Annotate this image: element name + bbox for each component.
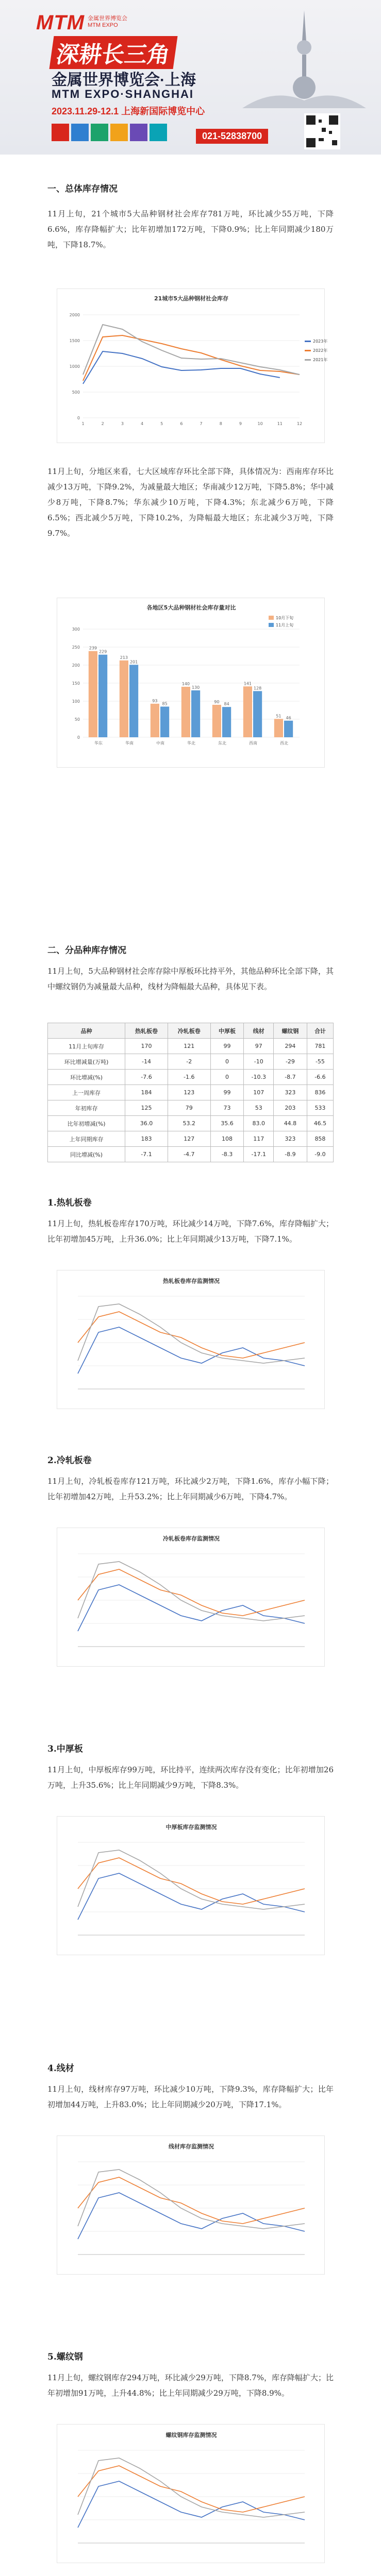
x-tick-label: 7: [200, 421, 203, 426]
x-tick-label: 9: [239, 421, 242, 426]
table-row: [48, 1070, 334, 1085]
table-row: [48, 1131, 334, 1147]
x-tick-label: 11: [277, 421, 283, 426]
table-cell: -10.3: [244, 1070, 274, 1085]
table-cell: 年初库存: [48, 1100, 125, 1116]
table-cell: 107: [244, 1085, 274, 1100]
x-tick-label: 4: [140, 421, 144, 426]
trend-line-2: [78, 2170, 305, 2229]
x-tick-label: 8: [219, 421, 222, 426]
legend-label: 2023年: [313, 339, 328, 344]
table-row: [48, 1054, 334, 1070]
y-tick-label: 200: [72, 663, 80, 668]
bar-value-label: 130: [191, 685, 200, 690]
x-tick-label: 2: [101, 421, 104, 426]
chart-title: 中厚板库存监测情况: [165, 1824, 217, 1831]
table-cell: 同比增减(%): [48, 1147, 125, 1162]
y-tick-label: 0: [77, 735, 80, 740]
bar-value-label: 239: [89, 646, 97, 651]
table-cell: 127: [168, 1131, 210, 1147]
bar-value-label: 90: [214, 700, 220, 704]
table-cell: 533: [307, 1100, 333, 1116]
table-cell: 184: [125, 1085, 168, 1100]
bar-value-label: 84: [224, 702, 229, 707]
banner-phone: 021-52838700: [196, 129, 268, 144]
legend-swatch: [305, 341, 311, 342]
table-cell: 上年同期库存: [48, 1131, 125, 1147]
table-cell: 117: [244, 1131, 274, 1147]
table-cell: 323: [274, 1085, 307, 1100]
rebar-line-chart: [57, 2425, 325, 2564]
x-tick-label: 华北: [187, 741, 195, 745]
chart-wire-rod: [57, 2136, 325, 2275]
table-cell: -8.7: [274, 1070, 307, 1085]
table-cell: 99: [210, 1085, 244, 1100]
table-cell: 99: [210, 1039, 244, 1054]
wire-rod-text: 11月上旬，线材库存97万吨，环比减少10万吨，下降9.3%，库存降幅扩大；比年初增加44万吨，上升83.0%；比上年同期减少20万吨，下降17.1%。: [47, 2084, 334, 2109]
chart-title: 21城市5大品种钢材社会库存: [154, 295, 228, 302]
heading-plate: 3.中厚板: [47, 1744, 83, 1754]
table-cell: 170: [125, 1039, 168, 1054]
bar: [253, 691, 262, 737]
hot-rolled-line-chart: [57, 1270, 325, 1410]
bar: [222, 707, 231, 737]
chart-total-inventory: [57, 289, 328, 443]
table-cell: 323: [274, 1131, 307, 1147]
table-header-cell: 品种: [48, 1023, 125, 1039]
table-cell: -29: [274, 1054, 307, 1070]
bar: [98, 655, 107, 737]
chart-regional: [57, 598, 325, 768]
trend-line-1: [78, 2466, 305, 2512]
total-inventory-line-chart: [57, 289, 328, 444]
legend-label: 2021年: [313, 358, 328, 362]
table-cell: 83.0: [244, 1116, 274, 1131]
y-tick-label: 1500: [69, 338, 80, 343]
table-cell: -7.1: [125, 1147, 168, 1162]
trend-line-0: [78, 1327, 305, 1374]
table-cell: -14: [125, 1054, 168, 1070]
y-tick-label: 150: [72, 681, 80, 686]
overall-paragraph: 11月上旬，21个城市5大品种钢材社会库存781万吨，环比减少55万吨，下降6.6%，库存降幅扩大；比年初增加172万吨，下降0.9%；比上年同期减少180万吨，下降18.7%。: [47, 209, 334, 249]
x-tick-label: 6: [180, 421, 183, 426]
bar-value-label: 85: [162, 701, 168, 706]
plate-text: 11月上旬，中厚板库存99万吨，环比持平，连续两次库存没有变化；比年初增加26万吨，上升35.6%；比上年同期减少9万吨，下降8.3%。: [47, 1765, 334, 1790]
qr-code-icon: [304, 113, 340, 149]
trend-line-2: [78, 2458, 305, 2517]
table-cell: 0: [210, 1054, 244, 1070]
chart-title: 热轧板卷库存监测情况: [163, 1278, 220, 1284]
table-cell: 781: [307, 1039, 333, 1054]
table-row: [48, 1039, 334, 1054]
table-header-cell: 冷轧板卷: [168, 1023, 210, 1039]
table-cell: 46.5: [307, 1116, 333, 1131]
y-tick-label: 50: [74, 717, 80, 722]
bar-value-label: 201: [129, 659, 138, 665]
table-row: [48, 1085, 334, 1100]
table-cell: -55: [307, 1054, 333, 1070]
table-row: [48, 1147, 334, 1162]
bar: [191, 690, 200, 737]
bar-value-label: 51: [276, 714, 281, 719]
trend-line-0: [78, 2193, 305, 2239]
series-line-2: [83, 325, 300, 375]
table-cell: 97: [244, 1039, 274, 1054]
trend-line-1: [78, 1569, 305, 1616]
table-cell: -9.0: [307, 1147, 333, 1162]
bar-value-label: 229: [98, 649, 107, 654]
table-cell: 294: [274, 1039, 307, 1054]
table-cell: -8.9: [274, 1147, 307, 1162]
table-cell: 121: [168, 1039, 210, 1054]
table-cell: 44.8: [274, 1116, 307, 1131]
bar-value-label: 93: [152, 698, 158, 703]
bar: [160, 707, 169, 738]
bar: [89, 651, 97, 737]
hot-rolled-text: 11月上旬，热轧板卷库存170万吨，环比减少14万吨，下降7.6%，库存降幅扩大；比年初增加45万吨，上升36.0%；比上年同期减少13万吨，下降7.1%。: [47, 1219, 334, 1244]
legend-swatch: [305, 350, 311, 351]
chart-rebar: [57, 2424, 325, 2563]
inventory-table: [47, 1023, 334, 1162]
table-cell: 53: [244, 1100, 274, 1116]
x-tick-label: 西南: [249, 741, 257, 745]
by-product-paragraph: 11月上旬，5大品种钢材社会库存除中厚板环比持平外，其他品种环比全部下降，其中螺纹钢仍为减量最大品种，线材为降幅最大品种，具体见下表。: [47, 967, 334, 991]
trend-line-2: [78, 1304, 305, 1363]
section-heading-by-product: 二、分品种库存情况: [47, 945, 126, 956]
table-cell: 11月上旬库存: [48, 1039, 125, 1054]
trend-line-0: [78, 1585, 305, 1631]
x-tick-label: 3: [121, 421, 124, 426]
legend-swatch: [269, 616, 274, 620]
banner-tag: 深耕长三角: [49, 36, 178, 69]
wire-rod-line-chart: [57, 2136, 325, 2275]
trend-line-0: [78, 2481, 305, 2528]
table-cell: 183: [125, 1131, 168, 1147]
bar-value-label: 46: [286, 715, 291, 720]
heading-cold-rolled: 2.冷轧板卷: [47, 1455, 92, 1466]
logo-subtitle: 金属世界博览会 MTM EXPO: [88, 15, 127, 28]
cold-rolled-line-chart: [57, 1528, 325, 1667]
table-cell: -7.6: [125, 1070, 168, 1085]
trend-line-1: [78, 2177, 305, 2224]
table-cell: 环比增减(%): [48, 1070, 125, 1085]
table-cell: 环比增减量(万吨): [48, 1054, 125, 1070]
heading-hot-rolled: 1.热轧板卷: [47, 1198, 92, 1208]
table-cell: 858: [307, 1131, 333, 1147]
heading-wire-rod: 4.线材: [47, 2063, 74, 2074]
trend-line-2: [78, 1850, 305, 1909]
bar: [129, 665, 138, 737]
x-tick-label: 东北: [218, 741, 226, 745]
trend-line-2: [78, 1562, 305, 1621]
x-tick-label: 10: [257, 421, 263, 426]
banner-title-cn: 金属世界博览会·上海: [52, 72, 196, 89]
chart-cold-rolled: [57, 1528, 325, 1667]
table-body: [48, 1039, 334, 1162]
y-tick-label: 500: [72, 390, 80, 395]
legend-label: 2022年: [313, 348, 328, 353]
table-cell: -10: [244, 1054, 274, 1070]
legend-swatch: [269, 623, 274, 627]
regional-paragraph: 11月上旬，分地区来看，七大区域库存环比全部下降，具体情况为：西南库存环比减少13万吨，下降9.2%，为减量最大地区；华南减少12万吨，下降5.8%；华中减少8万吨，下降8.7%；华东减少10万吨，下降4.3%；东北减少6万吨，下降6.5%；西北减少5万吨，下降10.2%，为降幅最大地区；东北减少3万吨，下降9.7%。: [47, 467, 334, 538]
regional-bar-chart: [57, 598, 325, 768]
y-tick-label: 0: [77, 416, 80, 420]
table-cell: 123: [168, 1085, 210, 1100]
tower-illustration-icon: [242, 10, 366, 113]
table-cell: 0: [210, 1070, 244, 1085]
table-row: [48, 1100, 334, 1116]
chart-title: 冷轧板卷库存监测情况: [163, 1535, 220, 1542]
y-tick-label: 1000: [69, 364, 80, 369]
bar: [274, 719, 283, 737]
y-tick-label: 2000: [69, 313, 80, 317]
bar: [120, 660, 128, 737]
table-header-cell: 中厚板: [210, 1023, 244, 1039]
chart-title: 螺纹钢库存监测情况: [165, 2432, 217, 2438]
bar: [151, 704, 159, 737]
legend-label: 10月下旬: [276, 616, 294, 620]
table-cell: 108: [210, 1131, 244, 1147]
table-header-cell: 线材: [244, 1023, 274, 1039]
y-tick-label: 250: [72, 645, 80, 650]
bar: [212, 705, 221, 737]
legend-swatch: [305, 359, 311, 361]
chart-title: 各地区5大品种钢材社会库存量对比: [146, 604, 236, 611]
bar: [284, 721, 293, 737]
heading-rebar: 5.螺纹钢: [47, 2352, 83, 2362]
table-header-cell: 合计: [307, 1023, 333, 1039]
table-cell: 73: [210, 1100, 244, 1116]
plate-line-chart: [57, 1817, 325, 1956]
x-tick-label: 华南: [125, 741, 134, 745]
table-cell: -6.6: [307, 1070, 333, 1085]
table-header-row: [48, 1023, 334, 1039]
table-header-cell: 螺纹钢: [274, 1023, 307, 1039]
table-cell: 79: [168, 1100, 210, 1116]
rebar-text: 11月上旬，螺纹钢库存294万吨，环比减少29万吨，下降8.7%，库存降幅扩大；比年初增加91万吨，上升44.8%；比上年同期减少29万吨，下降8.9%。: [47, 2373, 334, 2398]
table-header-cell: 热轧板卷: [125, 1023, 168, 1039]
y-tick-label: 300: [72, 627, 80, 632]
bar-value-label: 141: [243, 681, 252, 686]
trend-line-1: [78, 1858, 305, 1904]
bar-value-label: 213: [120, 655, 128, 660]
table-cell: 203: [274, 1100, 307, 1116]
bar: [181, 687, 190, 737]
table-cell: -17.1: [244, 1147, 274, 1162]
banner-date-venue: 2023.11.29-12.1 上海新国际博览中心: [52, 106, 205, 116]
x-tick-label: 西北: [280, 741, 288, 745]
table-cell: -1.6: [168, 1070, 210, 1085]
bar: [243, 686, 252, 737]
x-tick-label: 1: [81, 421, 85, 426]
table-cell: -2: [168, 1054, 210, 1070]
banner-category-tiles: [52, 124, 167, 141]
table-cell: 125: [125, 1100, 168, 1116]
mtm-logo: MTM: [36, 11, 85, 34]
section-heading-overall: 一、总体库存情况: [47, 184, 118, 194]
banner-title-en: MTM EXPO·SHANGHAI: [52, 88, 194, 100]
table-cell: -8.3: [210, 1147, 244, 1162]
bar-value-label: 140: [181, 682, 190, 686]
table-cell: 53.2: [168, 1116, 210, 1131]
legend-label: 11月上旬: [276, 623, 294, 628]
table-cell: 35.6: [210, 1116, 244, 1131]
y-tick-label: 100: [72, 699, 80, 704]
chart-title: 线材库存监测情况: [169, 2143, 214, 2150]
x-tick-label: 5: [160, 421, 163, 426]
table-cell: 上一周库存: [48, 1085, 125, 1100]
table-cell: 36.0: [125, 1116, 168, 1131]
trend-line-0: [78, 1873, 305, 1920]
table-row: [48, 1116, 334, 1131]
trend-line-1: [78, 1312, 305, 1358]
x-tick-label: 中南: [156, 741, 164, 745]
table-cell: 比年初增减(%): [48, 1116, 125, 1131]
x-tick-label: 华东: [94, 741, 103, 745]
table-cell: -4.7: [168, 1147, 210, 1162]
table-cell: 836: [307, 1085, 333, 1100]
chart-plate: [57, 1816, 325, 1955]
cold-rolled-text: 11月上旬，冷轧板卷库存121万吨，环比减少2万吨，下降1.6%，库存小幅下降；比年初增加42万吨，上升53.2%；比上年同期减少6万吨，下降4.7%。: [47, 1477, 334, 1501]
chart-hot-rolled: [57, 1270, 325, 1409]
bar-value-label: 128: [253, 686, 262, 691]
top-banner: [0, 0, 381, 155]
x-tick-label: 12: [296, 421, 303, 426]
